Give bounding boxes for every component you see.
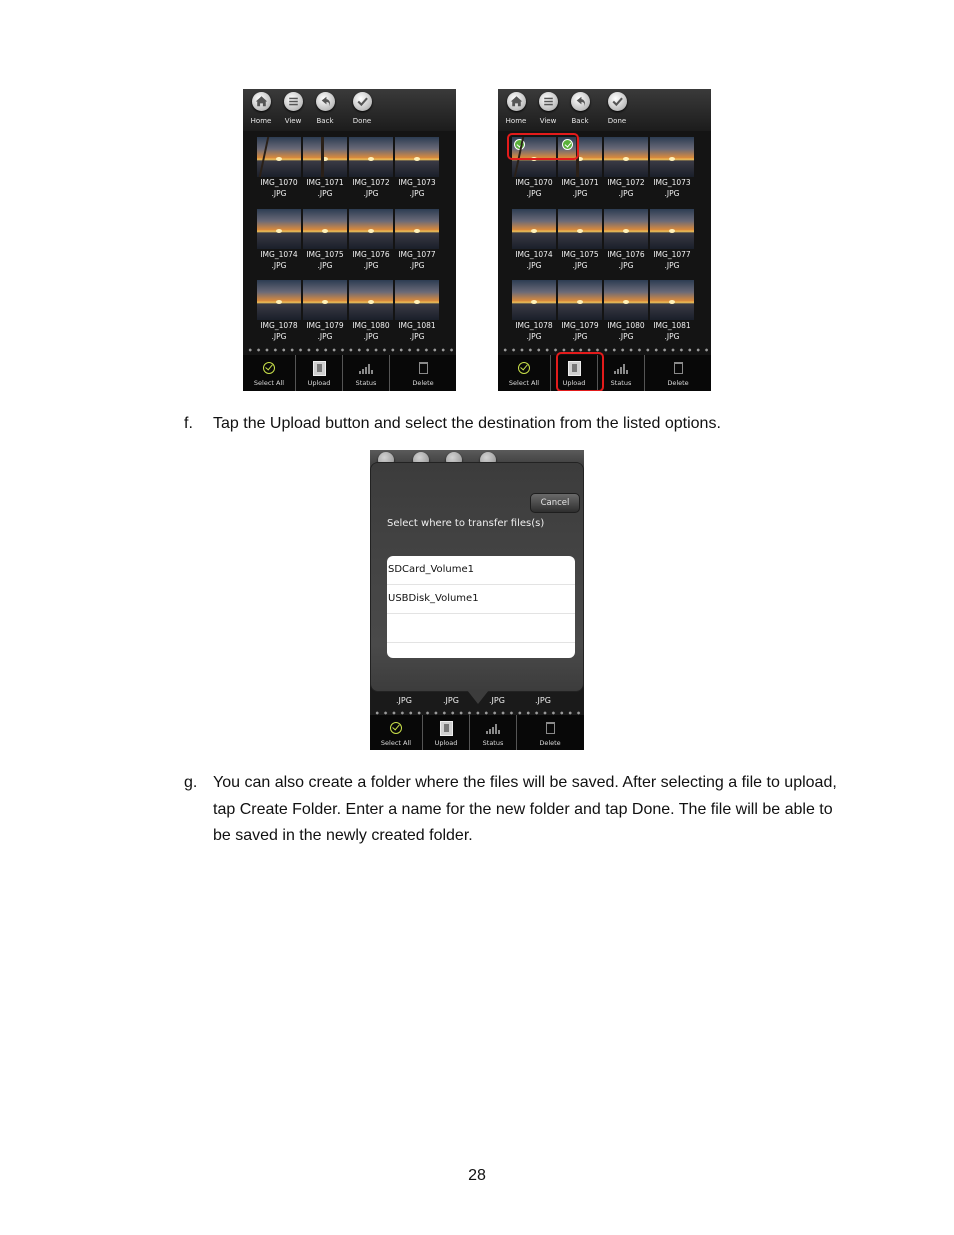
status-icon [359,362,373,374]
transfer-prompt: Select where to transfer files(s) [387,518,545,529]
file-caption: .JPG [489,696,505,705]
file-name: IMG_1079 [306,321,344,330]
file-name: IMG_1077 [653,249,691,259]
file-name: IMG_1077 [398,249,436,259]
status-button[interactable] [598,355,645,391]
file-name: IMG_1073 [398,178,436,187]
photo-image [512,280,556,320]
photo-image [395,280,439,320]
file-extension: .JPG [317,189,333,198]
photo-thumbnail[interactable] [257,209,301,271]
file-name: IMG_1071 [561,178,599,187]
home-label: Home [505,117,527,125]
status-label: Status [610,379,632,387]
delete-label: Delete [667,379,689,387]
destination-dialog-screenshot [370,450,584,750]
photo-image [650,280,694,320]
status-label: Status [482,739,504,747]
photo-image [303,209,347,249]
select-all-label: Select All [508,379,540,387]
back-icon [571,92,590,111]
file-extension: .JPG [664,260,680,270]
file-extension: .JPG [271,260,287,270]
file-extension: .JPG [572,189,588,198]
file-extension: .JPG [409,189,425,198]
view-label: View [539,117,557,125]
photo-image [512,209,556,249]
bottom-toolbar [498,355,711,391]
file-extension: .JPG [664,189,680,198]
instruction-text: You can also create a folder where the files will be saved. After selecting a file to upload, tap Create Folder. Enter a name for the new folder and tap Done. The file will be able to be saved in the newly created folder. [213,774,837,844]
file-name: IMG_1072 [352,178,390,187]
delete-button[interactable] [390,355,456,391]
delete-button[interactable] [517,715,583,750]
file-extension: .JPG [317,332,333,341]
file-name: IMG_1072 [607,178,645,187]
photo-thumbnail[interactable] [558,209,602,271]
file-name: IMG_1076 [352,249,390,259]
home-icon [507,92,526,111]
select-all-button[interactable] [243,355,296,391]
page-dots [501,348,708,352]
photo-image [257,137,301,177]
status-icon [614,362,628,374]
file-name: IMG_1071 [306,178,344,187]
file-name: IMG_1076 [607,249,645,259]
file-extension: .JPG [363,260,379,270]
upload-icon [440,721,453,736]
photo-image [349,137,393,177]
photo-image [558,209,602,249]
photo-image [257,280,301,320]
photo-thumbnail[interactable] [604,209,648,271]
photo-image [303,137,347,177]
back-button[interactable] [308,92,342,130]
transfer-popup [371,463,583,691]
photo-thumbnail[interactable] [257,280,301,342]
selection-highlight [507,133,579,160]
delete-button[interactable] [645,355,711,391]
status-label: Status [355,379,377,387]
photo-thumbnail[interactable] [349,280,393,342]
delete-icon [419,362,428,374]
file-name: IMG_1081 [653,321,691,330]
photo-thumbnail[interactable] [395,209,439,271]
top-toolbar [243,89,456,131]
upload-label: Upload [434,739,458,747]
select-all-icon [263,362,275,374]
top-toolbar [498,89,711,131]
photo-thumbnail[interactable] [650,280,694,342]
photo-thumbnail[interactable] [303,209,347,271]
photo-thumbnail[interactable] [349,209,393,271]
file-name: IMG_1081 [398,321,436,330]
file-name: IMG_1074 [260,249,298,259]
upload-button[interactable] [296,355,343,391]
file-extension: .JPG [409,260,425,270]
file-extension: .JPG [664,332,680,341]
photo-thumbnail[interactable] [604,280,648,342]
destination-list [387,556,575,658]
gallery-screenshot [243,89,456,391]
delete-icon [674,362,683,374]
delete-icon [546,722,555,734]
file-extension: .JPG [526,189,542,198]
home-label: Home [250,117,272,125]
home-button[interactable] [499,92,533,130]
photo-thumbnail[interactable] [395,137,439,199]
view-label: View [284,117,302,125]
back-label: Back [571,117,589,125]
upload-label: Upload [307,379,331,387]
photo-image [349,280,393,320]
photo-thumbnail[interactable] [257,137,301,199]
file-extension: .JPG [317,260,333,270]
file-extension: .JPG [409,332,425,341]
photo-image [604,137,648,177]
file-caption: .JPG [535,696,551,705]
file-extension: .JPG [618,189,634,198]
file-name: IMG_1074 [515,249,553,259]
photo-image [395,137,439,177]
upload-label: Upload [562,379,586,387]
status-icon [486,722,500,734]
photo-thumbnail[interactable] [512,209,556,271]
upload-icon [313,361,326,376]
select-all-label: Select All [253,379,285,387]
file-extension: .JPG [271,189,287,198]
file-name: IMG_1080 [352,321,390,330]
view-icon [284,92,303,111]
home-icon [252,92,271,111]
photo-thumbnail[interactable] [512,280,556,342]
file-extension: .JPG [618,332,634,341]
file-name: IMG_1070 [260,178,298,187]
file-caption: .JPG [443,696,459,705]
file-extension: .JPG [572,260,588,270]
instruction-text: Tap the Upload button and select the destination from the listed options. [213,415,721,432]
delete-label: Delete [412,379,434,387]
photo-image [303,280,347,320]
file-name: IMG_1078 [260,321,298,330]
select-all-label: Select All [380,739,412,747]
destination-option[interactable]: SDCard_Volume1 [387,556,575,585]
delete-label: Delete [539,739,561,747]
select-all-button[interactable] [498,355,551,391]
photo-thumbnail[interactable] [303,137,347,199]
file-captions [370,696,584,708]
done-button[interactable] [600,92,634,130]
upload-button[interactable] [423,715,470,750]
status-button[interactable] [470,715,517,750]
page-number: 28 [468,1167,486,1184]
select-all-button[interactable] [370,715,423,750]
file-extension: .JPG [363,332,379,341]
photo-image [650,209,694,249]
upload-highlight [556,352,604,391]
bottom-toolbar [370,715,584,750]
page-dots [246,348,453,352]
file-name: IMG_1078 [515,321,553,330]
photo-image [349,209,393,249]
file-extension: .JPG [526,332,542,341]
cancel-button[interactable]: Cancel [530,493,580,513]
photo-image [257,209,301,249]
done-label: Done [352,117,372,125]
photo-thumbnail[interactable] [650,137,694,199]
select-all-icon [390,722,402,734]
photo-image [395,209,439,249]
done-icon [353,92,372,111]
photo-thumbnail[interactable] [604,137,648,199]
file-extension: .JPG [271,332,287,341]
photo-thumbnail[interactable] [650,209,694,271]
view-icon [539,92,558,111]
back-icon [316,92,335,111]
status-button[interactable] [343,355,390,391]
photo-image [650,137,694,177]
file-extension: .JPG [526,260,542,270]
list-marker: f. [184,415,193,432]
file-name: IMG_1080 [607,321,645,330]
select-all-icon [518,362,530,374]
back-button[interactable] [563,92,597,130]
gallery-selected-screenshot [498,89,711,391]
file-extension: .JPG [572,332,588,341]
bottom-toolbar [243,355,456,391]
done-icon [608,92,627,111]
view-button[interactable] [276,92,310,130]
photo-image [604,280,648,320]
photo-thumbnail[interactable] [558,280,602,342]
file-name: IMG_1070 [515,178,553,187]
home-button[interactable] [244,92,278,130]
done-label: Done [607,117,627,125]
destination-option-empty [387,643,575,658]
done-button[interactable] [345,92,379,130]
photo-thumbnail[interactable] [303,280,347,342]
view-button[interactable] [531,92,565,130]
file-name: IMG_1075 [306,249,344,259]
file-extension: .JPG [618,260,634,270]
destination-option[interactable]: USBDisk_Volume1 [387,585,575,614]
file-caption: .JPG [396,696,412,705]
photo-thumbnail[interactable] [395,280,439,342]
destination-option-empty [387,614,575,643]
file-name: IMG_1079 [561,321,599,330]
photo-thumbnail[interactable] [349,137,393,199]
photo-image [558,280,602,320]
photo-image [604,209,648,249]
file-name: IMG_1075 [561,249,599,259]
file-extension: .JPG [363,189,379,198]
file-name: IMG_1073 [653,178,691,187]
back-label: Back [316,117,334,125]
list-marker: g. [184,774,198,791]
